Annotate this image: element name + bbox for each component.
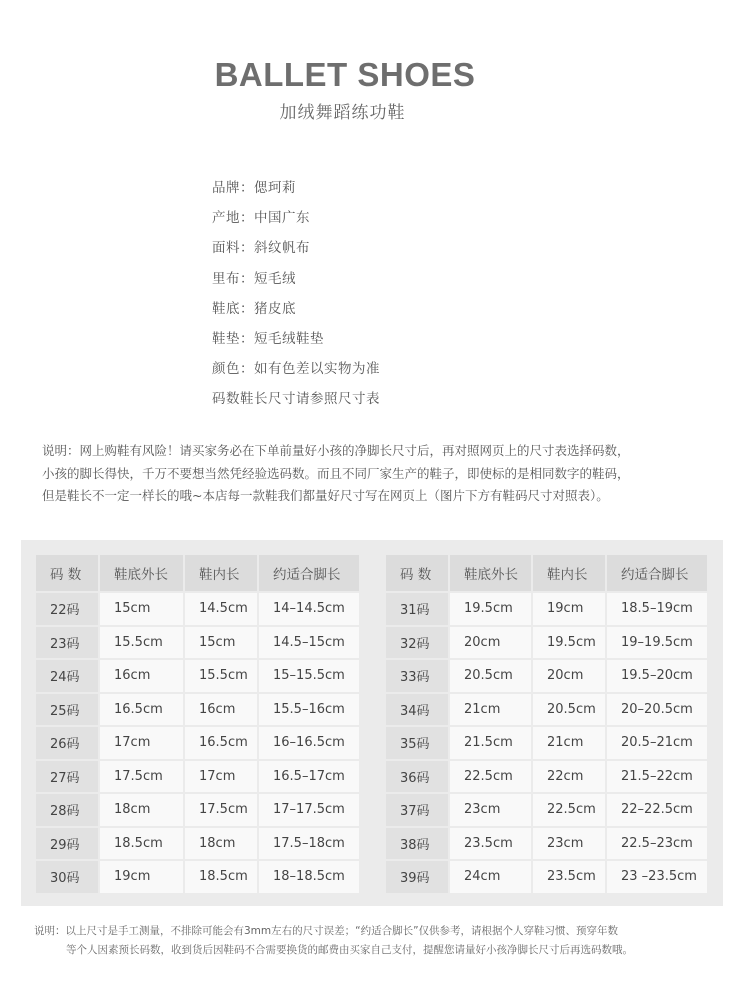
table-row	[36, 828, 359, 860]
cell-outsole-length: 20.5cm	[450, 660, 531, 692]
cell-outsole-length: 17.5cm	[100, 761, 183, 793]
table-row	[386, 593, 707, 625]
spec-origin: 产地：中国广东	[212, 210, 310, 227]
cell-size-code: 39码	[386, 861, 448, 893]
size-table-left	[34, 553, 361, 895]
measurement-note-line: 说明：以上尺寸是手工测量，不排除可能会有3mm左右的尺寸误差；“约适合脚长”仅供参考，请根据个人穿鞋习惯、预穿年数	[34, 925, 619, 937]
cell-inner-length: 22cm	[533, 761, 605, 793]
cell-foot-length: 16.5–17cm	[259, 761, 359, 793]
cell-inner-length: 15cm	[185, 627, 257, 659]
cell-size-code: 27码	[36, 761, 98, 793]
cell-outsole-length: 15cm	[100, 593, 183, 625]
table-row	[386, 660, 707, 692]
measurement-note	[34, 922, 734, 960]
header-size: 码 数	[386, 555, 448, 591]
cell-outsole-length: 23.5cm	[450, 828, 531, 860]
cell-inner-length: 17cm	[185, 761, 257, 793]
cell-inner-length: 20cm	[533, 660, 605, 692]
cell-size-code: 37码	[386, 794, 448, 826]
cell-size-code: 30码	[36, 861, 98, 893]
cell-foot-length: 16–16.5cm	[259, 727, 359, 759]
cell-inner-length: 15.5cm	[185, 660, 257, 692]
spec-color: 颜色：如有色差以实物为准	[212, 361, 380, 378]
cell-inner-length: 14.5cm	[185, 593, 257, 625]
size-table-right-body	[386, 593, 707, 893]
spec-sole: 鞋底：猪皮底	[212, 300, 296, 317]
header-inner-length: 鞋内长	[185, 555, 257, 591]
cell-size-code: 34码	[386, 694, 448, 726]
cell-inner-length: 19.5cm	[533, 627, 605, 659]
cell-inner-length: 19cm	[533, 593, 605, 625]
cell-foot-length: 23 –23.5cm	[607, 861, 707, 893]
cell-inner-length: 16cm	[185, 694, 257, 726]
table-row	[36, 861, 359, 893]
product-specs-list	[212, 176, 380, 418]
size-table-left-body	[36, 593, 359, 893]
spec-insole: 鞋垫：短毛绒鞋垫	[212, 330, 324, 347]
cell-outsole-length: 21.5cm	[450, 727, 531, 759]
cell-size-code: 32码	[386, 627, 448, 659]
cell-outsole-length: 24cm	[450, 861, 531, 893]
cell-inner-length: 20.5cm	[533, 694, 605, 726]
cell-size-code: 23码	[36, 627, 98, 659]
table-row	[36, 694, 359, 726]
cell-size-code: 36码	[386, 761, 448, 793]
cell-inner-length: 23.5cm	[533, 861, 605, 893]
cell-outsole-length: 15.5cm	[100, 627, 183, 659]
cell-foot-length: 17–17.5cm	[259, 794, 359, 826]
purchase-note	[42, 440, 732, 508]
header-size: 码 数	[36, 555, 98, 591]
cell-foot-length: 18.5–19cm	[607, 593, 707, 625]
cell-foot-length: 14.5–15cm	[259, 627, 359, 659]
cell-size-code: 28码	[36, 794, 98, 826]
cell-foot-length: 22–22.5cm	[607, 794, 707, 826]
header-outsole-length: 鞋底外长	[450, 555, 531, 591]
cell-foot-length: 19–19.5cm	[607, 627, 707, 659]
table-row	[36, 660, 359, 692]
spec-brand: 品牌：偲珂莉	[212, 180, 296, 196]
cell-foot-length: 14–14.5cm	[259, 593, 359, 625]
cell-outsole-length: 20cm	[450, 627, 531, 659]
size-chart-panel	[21, 540, 723, 906]
table-row	[386, 861, 707, 893]
cell-size-code: 25码	[36, 694, 98, 726]
measurement-note-line: 等个人因素预长码数，收到货后因鞋码不合需要换货的邮费由买家自己支付，提醒您请量好小孩净脚长尺寸后再选码数哦。	[66, 944, 633, 956]
cell-foot-length: 15–15.5cm	[259, 660, 359, 692]
table-row	[386, 761, 707, 793]
cell-outsole-length: 21cm	[450, 694, 531, 726]
cell-outsole-length: 17cm	[100, 727, 183, 759]
cell-size-code: 38码	[386, 828, 448, 860]
cell-foot-length: 19.5–20cm	[607, 660, 707, 692]
spec-size-note: 码数鞋长尺寸请参照尺寸表	[212, 391, 380, 408]
size-table-right	[384, 553, 709, 895]
table-header-row	[36, 555, 359, 591]
table-row	[386, 694, 707, 726]
cell-foot-length: 17.5–18cm	[259, 828, 359, 860]
table-row	[386, 794, 707, 826]
purchase-note-line: 但是鞋长不一定一样长的哦~本店每一款鞋我们都量好尺寸写在网页上（图片下方有鞋码尺寸对照表）。	[42, 488, 609, 503]
table-row	[386, 727, 707, 759]
cell-size-code: 33码	[386, 660, 448, 692]
cell-outsole-length: 16.5cm	[100, 694, 183, 726]
cell-foot-length: 20–20.5cm	[607, 694, 707, 726]
table-row	[36, 794, 359, 826]
table-row	[36, 627, 359, 659]
cell-inner-length: 21cm	[533, 727, 605, 759]
cell-size-code: 31码	[386, 593, 448, 625]
table-row	[36, 761, 359, 793]
cell-inner-length: 16.5cm	[185, 727, 257, 759]
cell-size-code: 26码	[36, 727, 98, 759]
cell-foot-length: 15.5–16cm	[259, 694, 359, 726]
spec-fabric: 面料：斜纹帆布	[212, 240, 310, 257]
cell-foot-length: 21.5–22cm	[607, 761, 707, 793]
cell-inner-length: 17.5cm	[185, 794, 257, 826]
cell-size-code: 24码	[36, 660, 98, 692]
cell-foot-length: 22.5–23cm	[607, 828, 707, 860]
header-foot-length: 约适合脚长	[607, 555, 707, 591]
table-row	[36, 727, 359, 759]
cell-size-code: 22码	[36, 593, 98, 625]
page-title: BALLET SHOES	[214, 56, 476, 93]
purchase-note-line: 小孩的脚长得快，千万不要想当然凭经验选码数。而且不同厂家生产的鞋子，即使标的是相同数字的鞋码，	[42, 465, 630, 481]
cell-size-code: 35码	[386, 727, 448, 759]
cell-outsole-length: 18.5cm	[100, 828, 183, 860]
cell-outsole-length: 22.5cm	[450, 761, 531, 793]
cell-inner-length: 22.5cm	[533, 794, 605, 826]
cell-size-code: 29码	[36, 828, 98, 860]
cell-inner-length: 18cm	[185, 828, 257, 860]
cell-outsole-length: 23cm	[450, 794, 531, 826]
cell-inner-length: 18.5cm	[185, 861, 257, 893]
cell-outsole-length: 19.5cm	[450, 593, 531, 625]
header-foot-length: 约适合脚长	[259, 555, 359, 591]
table-row	[36, 593, 359, 625]
table-row	[386, 828, 707, 860]
cell-foot-length: 18–18.5cm	[259, 861, 359, 893]
table-header-row	[386, 555, 707, 591]
purchase-note-line: 说明：网上购鞋有风险！请买家务必在下单前量好小孩的净脚长尺寸后，再对照网页上的尺寸表选择码数，	[42, 443, 630, 458]
cell-foot-length: 20.5–21cm	[607, 727, 707, 759]
table-row	[386, 627, 707, 659]
header-outsole-length: 鞋底外长	[100, 555, 183, 591]
spec-lining: 里布：短毛绒	[212, 270, 296, 287]
page-subtitle: 加绒舞蹈练功鞋	[279, 103, 406, 123]
header-inner-length: 鞋内长	[533, 555, 605, 591]
cell-inner-length: 23cm	[533, 828, 605, 860]
cell-outsole-length: 18cm	[100, 794, 183, 826]
cell-outsole-length: 19cm	[100, 861, 183, 893]
cell-outsole-length: 16cm	[100, 660, 183, 692]
